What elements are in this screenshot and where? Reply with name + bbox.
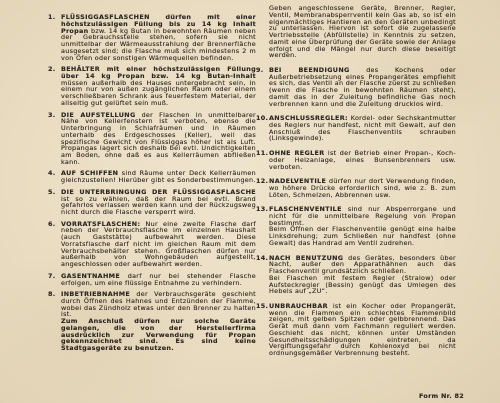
item-heading: GASENTNAHME [61, 271, 121, 280]
item-number: 9. [256, 65, 264, 74]
item-number: 8. [48, 290, 56, 299]
item-text-paragraph-2: Bei Flaschen mit festem Regler (Stralow) oder Aufsteckregler (Bessin) genügt das Umlegen des Hebels auf „ZU“. [269, 273, 456, 296]
item-number: 10. [256, 114, 269, 123]
form-number: Form Nr. 82 [419, 392, 464, 400]
item-heading: FLÜSSIGGASFLASCHEN [61, 13, 150, 21]
item-heading: OHNE REGLER [269, 149, 325, 158]
item-heading: VORRATSFLASCHEN: [61, 219, 141, 228]
item-number: 15. [256, 301, 269, 310]
item-11 [256, 150, 456, 170]
item-text: ist ein Kocher oder Propangerät, wenn die Flammen ein schlechtes Flammenbild zeigen, mit gelben Spitzen oder gelbbrennend. Das Gerät muß dann vom Fachmann reguliert werden. Geschieht das nicht, können unter Umständen Gesundheitsschädigungen eintreten, da Vergiftungsgefahr durch Kohlenoxyd bei nicht ordnungsgemäßer Verbrennung besteht. [269, 301, 456, 358]
item-number: 5. [48, 187, 56, 196]
item-number: 14. [256, 253, 269, 262]
item-text: sind nur Absperrorgane und nicht für die unmittelbare Regelung von Propan bestimmt. [269, 205, 456, 227]
item-number: 2. [48, 65, 56, 74]
item-12 [256, 178, 456, 198]
item-13 [256, 206, 456, 247]
item-2 [48, 66, 256, 107]
item-text: dürfen nur dort Verwendung finden, wo höhere Drücke erforderlich sind, wie z. B. zum Löten, Schmelzen, Abbrennen usw. [269, 177, 456, 199]
item-heading: FLASCHENVENTILE [269, 205, 342, 214]
item-4 [48, 170, 256, 184]
item-text: ist der Betrieb einer Propan-, Koch- oder Heizanlage, eines Bunsenbrenners usw. verboten. [269, 149, 456, 171]
item-8-continuation [256, 5, 456, 59]
item-heading: UNBRAUCHBAR [269, 301, 328, 310]
item-number: 7. [48, 271, 56, 280]
item-heading: NACH BENUTZUNG [269, 253, 344, 262]
item-text: darf nur bei stehender Flasche erfolgen, um eine flüssige Entnahme zu verhindern. [61, 271, 256, 287]
item-text: des Kochens oder Außerbetriebsetzung eines Propangerätes empfiehlt es sich, das Ventil an der Flasche zuerst zu schließen (wenn die Flasche in bewohnten Räumen steht), damit das in der Zuleitung befindliche Gas noch verbrennen kann und die Zuleitung drucklos wird. [269, 65, 456, 108]
item-emphasis: mit einer höchstzulässigen Füllung über 14 kg Propan bzw. 14 kg Butan-Inhalt [61, 65, 256, 80]
item-heading: INBETRIEBNAHME [61, 290, 131, 299]
item-6 [48, 221, 256, 268]
item-number: 13. [256, 205, 269, 214]
item-text: Kordel- oder Sechskantmutter des Reglers nur handfest, nicht mit Gewalt, auf den Anschluß des Flaschenventils schrauben (Linksgewinde). [269, 114, 456, 143]
item-7 [48, 273, 256, 287]
right-column [256, 5, 456, 357]
item-5 [48, 189, 256, 216]
item-3 [48, 112, 256, 166]
item-text-paragraph-2: Zum Anschluß dürfen nur solche Geräte gelangen, die von der Herstellerfirma ausdrücklich zur Verwendung für Propan gekennzeichnet sind. Es sind keine Stadtgasgeräte zu benutzen. [61, 317, 256, 353]
item-text: Nur eine zweite Flasche darf neben der Verbrauchsflasche im einzelnen Haushalt (auch Gaststätte) aufbewahrt werden. Diese Vorratsflasche darf nicht im gleichen Raum mit dem Verbrauchsbehälter stehen. Großflaschen dürfen nur außerhalb von Wohngebäuden aufgestellt, angeschlossen oder aufbewahrt werden. [61, 219, 256, 269]
item-text: ist so zu wählen, daß der Raum bei evtl. Brand gefahrlos verlassen werden kann und der Rückzugsweg nicht durch die Flasche versperrt wird. [61, 194, 256, 217]
item-10 [256, 115, 456, 142]
item-heading: AUF SCHIFFEN [61, 169, 119, 178]
item-text: bzw. 14 kg Butan in bewohnten Räumen neben der Gebrauchsstelle stehen, sofern sie nicht unmittelbar der Wärmeausstrahlung der Brennerfläche ausgesetzt sind; die Flasche muß sich mindestens 2 m von Öfen oder sonstigen Wärmequellen befinden. [61, 26, 256, 62]
item-heading: BEHÄLTER [61, 65, 100, 74]
item-text: müssen außerhalb des Hauses untergebracht sein, in einem nur von außen zugänglichen Raum oder einem verschließbaren Schrank aus feuerfestem Material, der allseitig gut gelüftet sein muß. [61, 78, 256, 107]
item-number: 11. [256, 149, 269, 158]
item-number: 12. [256, 177, 269, 186]
item-heading: ANSCHLUSSREGLER: [269, 114, 348, 123]
item-number: 3. [48, 110, 56, 119]
item-14 [256, 255, 456, 296]
item-text: des Gerätes, besonders über Nacht, außer den Apparathähnen auch das Flaschenventil grundsätzlich schließen. [269, 253, 456, 276]
item-text: sind Räume unter Deck Kellerräumen gleichzustellen! Hierüber gibt es Sonderbestimmungen. [61, 169, 256, 185]
item-number: 4. [48, 169, 56, 178]
item-8 [48, 291, 256, 352]
item-heading: DIE UNTERBRINGUNG DER FLÜSSIGGASFLASCHE [61, 187, 256, 196]
item-text: Geben angeschlossene Geräte, Brenner, Regler, Ventil, Membranabsperrventil kein Gas ab, so ist ein eigenmächtiges Hantieren an den Geräten unbedingt zu unterlassen. Hiervon ist sofort die zugelassene Vertriebsstelle (Abfüllstelle) in Kenntnis zu setzen, damit eine Überprüfung der Geräte sowie der Anlage erfolgt und die Mängel nur durch diese beseitigt werden. [269, 4, 456, 60]
item-emphasis: dürfen mit einer höchstzulässigen Füllung bis zu 14 kg Inhalt Propan [61, 13, 256, 35]
item-text: der Flaschen in unmittelbarer Nähe von Kellerfenstern ist verboten, ebenso die Unterbringung in Schlafräumen und in Räumen unterhalb des Erdgeschosses (Keller), weil das spezifische Gewicht von Flüssiggas höher ist als Luft. Propangas lagert sich deshalb bei evtl. Undichtigkeiten am Boden, ohne daß es aus Kellerräumen abfließen kann. [61, 110, 256, 166]
item-15 [256, 303, 456, 357]
item-text-paragraph-2: Beim Öffnen der Flaschenventile genügt eine halbe Linksdrehung; zum Schließen nur handfest (ohne Gewalt) das Handrad am Ventil zudrehen. [269, 225, 456, 247]
item-heading: NADELVENTILE [269, 177, 327, 186]
item-number: 1. [48, 13, 56, 21]
item-number: 6. [48, 219, 56, 228]
item-heading: BEI BEENDIGUNG [269, 65, 350, 74]
item-text: der Verbrauchsgeräte geschieht durch Öffnen des Hahnes und Entzünden der Flamme, wobei das Zündholz etwas unter den Brenner zu halten ist. [61, 290, 256, 319]
item-9 [256, 67, 456, 108]
left-column [48, 14, 256, 352]
item-1 [48, 14, 256, 61]
item-heading: DIE AUFSTELLUNG [61, 110, 136, 119]
